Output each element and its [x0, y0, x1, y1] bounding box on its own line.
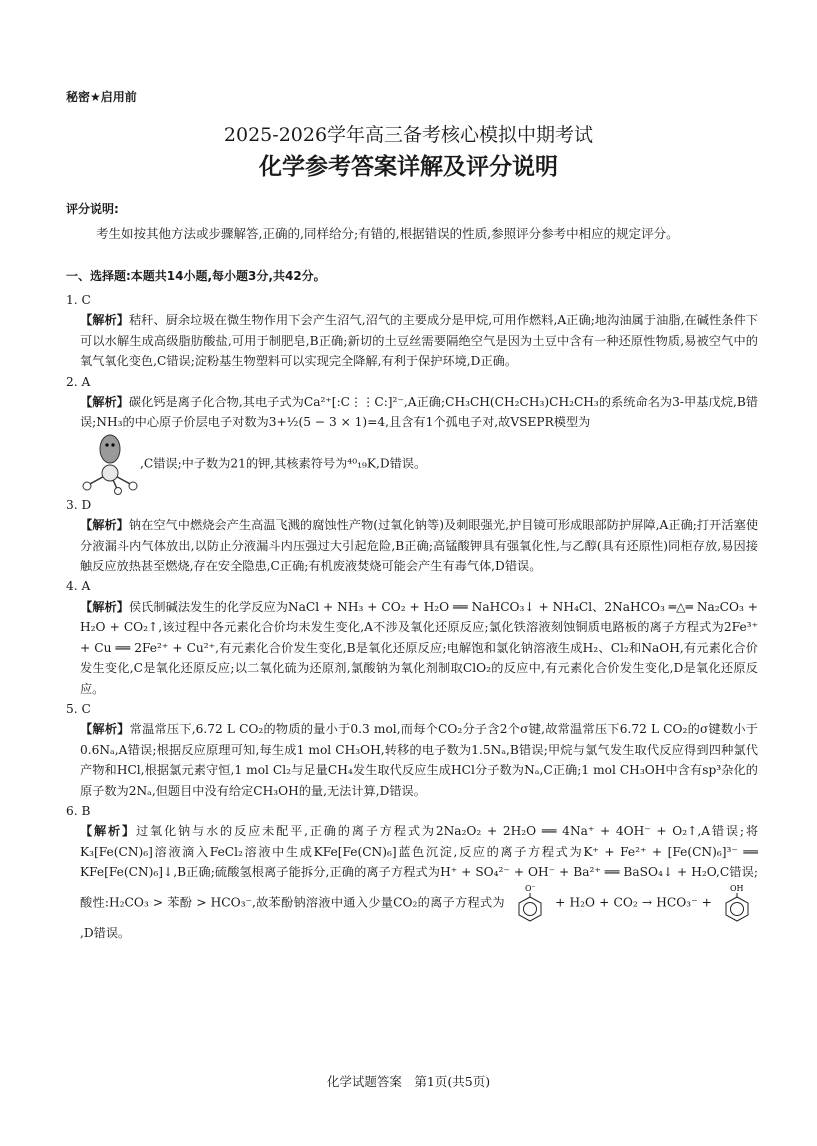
q5-label: 【解析】 — [80, 722, 130, 737]
section-heading: 一、选择题:本题共14小题,每小题3分,共42分。 — [66, 269, 326, 283]
q6-text-b: + H₂O + CO₂ → HCO₃⁻ + — [551, 895, 717, 910]
phenol-ring-icon — [720, 883, 754, 923]
q6-answer: 6. B — [66, 803, 91, 818]
q4-answer: 4. A — [66, 579, 91, 594]
q2-text-a: 碳化钙是离子化合物,其电子式为Ca²⁺[:C⋮⋮C:]²⁻,A正确;CH₃CH(CH₂CH₃)CH₂CH₃的系统命名为3-甲基戊烷,B错误;NH₃的中心原子价层电子对数为3+½(5 − 3 × 1)=4,且含有1个孤电子对,故VSEPR模型为 — [80, 395, 758, 430]
q4-label: 【解析】 — [80, 599, 129, 614]
q3-text: 钠在空气中燃烧会产生高温飞溅的腐蚀性产物(过氧化钠等)及刺眼强光,护目镜可形成眼部防护屏障,A正确;打开活塞使分液漏斗内气体放出,以防止分液漏斗内压强过大引起危险,B正确;高锰酸钾具有强氧化性,与乙醇(具有还原性)同柜存放,易因接触反应放热甚至燃烧,存在安全隐患,C正确;有机废液焚烧可能会产生有毒气体,D错误。 — [80, 518, 759, 574]
q5-text: 常温常压下,6.72 L CO₂的物质的量小于0.3 mol,而每个CO₂分子含2个σ键,故常温常压下6.72 L CO₂的σ键数小于0.6Nₐ,A错误;根据反应原理可知,每生成1 mol CH₃OH,转移的电子数为1.5Nₐ,B错误;甲烷与氯气发生取代反应得到四种氯代产物和HCl,根据氯元素守恒,1 mol Cl₂与足量CH₄发生取代反应生成HCl分子数为Nₐ,C正确;1 mol CH₃OH中含有sp³杂化的原子数为2Nₐ,但题目中没有给定CH₃OH的量,无法计算,D错误。 — [80, 722, 758, 798]
q4-explanation — [66, 597, 758, 699]
phenol-label: OH — [730, 883, 744, 893]
exam-title: 2025-2026学年高三备考核心模拟中期考试 — [223, 124, 594, 146]
page-footer: 化学试题答案 第1页(共5页) — [326, 1074, 491, 1089]
q1-answer: 1. C — [66, 293, 91, 307]
q2-explanation — [66, 392, 758, 495]
secret-mark: 秘密★启用前 — [66, 90, 137, 104]
q1-text: 秸秆、厨余垃圾在微生物作用下会产生沼气,沼气的主要成分是甲烷,可用作燃料,A正确;地沟油属于油脂,在碱性条件下可以水解生成高级脂肪酸盐,可用于制肥皂,B正确;新切的土豆丝需要隔绝空气是因为土豆中含有一种还原性物质,易被空气中的氧气氧化变色,C错误;淀粉基生物塑料可以实现完全降解,有利于保护环境,D正确。 — [80, 313, 759, 369]
q5-explanation — [66, 719, 758, 801]
vsepr-model-icon — [80, 433, 140, 495]
answers-content — [66, 290, 758, 943]
doc-title: 化学参考答案详解及评分说明 — [259, 154, 558, 180]
q4-text: 侯氏制碱法发生的化学反应为NaCl + NH₃ + CO₂ + H₂O ══ NaHCO₃↓ + NH₄Cl、2NaHCO₃ ═△═ Na₂CO₃ + H₂O + CO₂↑,该过程中各元素化合价均未发生变化,A不涉及氧化还原反应;氯化铁溶液刻蚀铜质电路板的离子方程式为2Fe³⁺ + Cu ══ 2Fe²⁺ + Cu²⁺,有元素化合价发生变化,B是氧化还原反应;电解饱和氯化钠溶液生成H₂、Cl₂和NaOH,有元素化合价发生变化,C是氧化还原反应;以二氧化硫为还原剂,氯酸钠为氧化剂制取ClO₂的反应中,有元素化合价发生变化,D是氧化还原反应。 — [80, 599, 759, 696]
q6-text-c: ,D错误。 — [80, 925, 131, 940]
q1-label: 【解析】 — [80, 313, 130, 328]
scoring-text: 考生如按其他方法或步骤解答,正确的,同样给分;有错的,根据错误的性质,参照评分参考中相应的规定评分。 — [96, 226, 679, 241]
q6-label: 【解析】 — [80, 824, 137, 839]
q5-answer: 5. C — [66, 701, 91, 716]
q3-explanation — [66, 515, 758, 576]
q6-explanation — [66, 821, 758, 943]
q1-explanation — [66, 310, 758, 371]
q3-label: 【解析】 — [80, 518, 129, 533]
phenoxide-ring-icon — [513, 883, 547, 923]
q2-answer: 2. A — [66, 374, 91, 389]
phenoxide-label: O⁻ — [525, 883, 536, 893]
q3-answer: 3. D — [66, 497, 92, 512]
q2-text-b: ,C错误;中子数为21的钾,其核素符号为⁴⁰₁₉K,D错误。 — [140, 456, 427, 471]
scoring-heading: 评分说明: — [66, 202, 119, 216]
q6-text-a: 过氧化钠与水的反应未配平,正确的离子方程式为2Na₂O₂ + 2H₂O ══ 4Na⁺ + 4OH⁻ + O₂↑,A错误;将K₃[Fe(CN)₆]溶液滴入FeCl₂溶液中生成KFe[Fe(CN)₆]蓝色沉淀,反应的离子方程式为K⁺ + Fe²⁺ + [Fe(CN)₆]³⁻ ══ KFe[Fe(CN)₆]↓,B正确;硫酸氢根离子能拆分,正确的离子方程式为H⁺ + SO₄²⁻ + OH⁻ + Ba²⁺ ══ BaSO₄↓ + H₂O,C错误;酸性:H₂CO₃ > 苯酚 > HCO₃⁻,故苯酚钠溶液中通入少量CO₂的离子方程式为 — [80, 824, 759, 910]
q2-label: 【解析】 — [80, 395, 129, 410]
